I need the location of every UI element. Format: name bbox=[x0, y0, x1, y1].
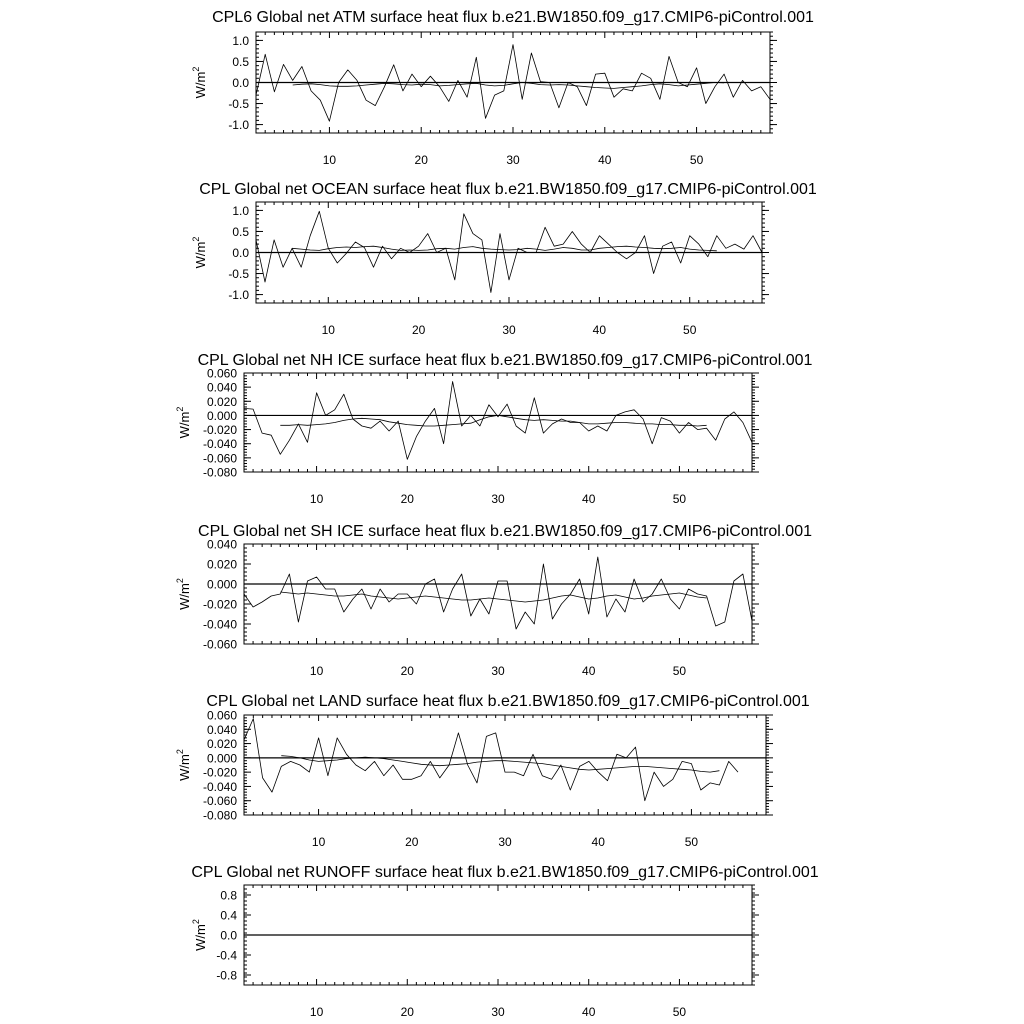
y-tick-label: 0.020 bbox=[206, 557, 237, 572]
y-tick-label: 0.5 bbox=[232, 54, 249, 69]
panel-1 bbox=[191, 9, 814, 167]
panel-title: CPL Global net OCEAN surface heat flux b.e21.BW1850.f09_g17.CMIP6-piControl.001 bbox=[199, 181, 817, 198]
x-tick-label: 10 bbox=[322, 153, 337, 167]
x-tick-label: 50 bbox=[672, 1005, 687, 1019]
x-tick-label: 20 bbox=[400, 492, 414, 506]
x-tick-label: 20 bbox=[400, 1005, 414, 1019]
y-axis-unit: W/m bbox=[193, 924, 208, 951]
x-tick-label: 10 bbox=[309, 492, 324, 506]
panel-title: CPL Global net SH ICE surface heat flux b.e21.BW1850.f09_g17.CMIP6-piControl.001 bbox=[198, 523, 812, 540]
y-axis-label bbox=[191, 67, 208, 99]
x-tick-label: 30 bbox=[491, 1005, 505, 1019]
y-tick-label: 0.4 bbox=[220, 908, 237, 923]
y-axis-unit-exponent: 2 bbox=[191, 919, 201, 925]
series-line-smoothed bbox=[292, 246, 717, 251]
series-line-annual bbox=[244, 382, 752, 460]
y-axis-unit: W/m bbox=[177, 583, 192, 610]
x-tick-label: 50 bbox=[672, 492, 687, 506]
x-tick-label: 20 bbox=[405, 835, 419, 849]
y-tick-label: -1.0 bbox=[228, 288, 249, 303]
x-tick-label: 40 bbox=[598, 153, 612, 167]
y-tick-label: 0.060 bbox=[206, 366, 237, 381]
y-tick-label: -0.5 bbox=[228, 97, 249, 112]
x-tick-label: 10 bbox=[311, 835, 326, 849]
x-tick-label: 10 bbox=[309, 664, 324, 678]
y-axis-unit: W/m bbox=[177, 411, 192, 439]
y-tick-label: -0.060 bbox=[202, 637, 237, 652]
y-axis-unit-exponent: 2 bbox=[175, 749, 185, 755]
y-axis-label bbox=[175, 578, 192, 610]
panel-6 bbox=[191, 864, 819, 1019]
y-tick-label: 0.0 bbox=[232, 246, 249, 260]
x-tick-label: 50 bbox=[672, 664, 687, 678]
plot-frame bbox=[244, 373, 752, 472]
series-line-smoothed bbox=[293, 83, 724, 89]
y-tick-label: -0.5 bbox=[228, 267, 249, 282]
y-tick-label: 0.020 bbox=[206, 394, 237, 409]
y-tick-label: 0.020 bbox=[206, 737, 237, 752]
y-tick-label: -0.020 bbox=[202, 765, 237, 780]
y-tick-label: 1.0 bbox=[232, 203, 249, 218]
y-axis-unit-exponent: 2 bbox=[175, 578, 185, 584]
y-tick-label: -1.0 bbox=[228, 118, 249, 133]
x-tick-label: 30 bbox=[491, 664, 505, 678]
y-axis-unit: W/m bbox=[193, 241, 208, 269]
y-tick-label: -0.8 bbox=[216, 968, 237, 983]
y-tick-label: 0.040 bbox=[206, 722, 237, 737]
plot-frame bbox=[244, 715, 766, 815]
y-axis-unit: W/m bbox=[193, 71, 208, 99]
y-tick-label: 0.000 bbox=[206, 577, 237, 592]
y-tick-label: 0.0 bbox=[220, 928, 237, 943]
series-line-annual bbox=[244, 719, 738, 801]
panel-2 bbox=[191, 181, 817, 337]
y-tick-label: 0.0 bbox=[232, 76, 249, 90]
x-tick-label: 40 bbox=[582, 492, 596, 506]
panel-4 bbox=[175, 523, 812, 678]
x-tick-label: 40 bbox=[582, 1005, 596, 1019]
y-tick-label: 0.8 bbox=[220, 888, 237, 903]
x-tick-label: 10 bbox=[309, 1005, 324, 1019]
panel-5 bbox=[175, 693, 810, 849]
x-tick-label: 10 bbox=[321, 323, 335, 337]
x-tick-label: 30 bbox=[502, 323, 516, 337]
x-tick-label: 40 bbox=[582, 664, 596, 678]
y-axis-label bbox=[191, 919, 208, 951]
panel-title: CPL Global net LAND surface heat flux b.e21.BW1850.f09_g17.CMIP6-piControl.001 bbox=[206, 693, 810, 710]
y-tick-label: 1.0 bbox=[232, 33, 249, 48]
y-axis-label bbox=[175, 407, 192, 439]
y-tick-label: -0.040 bbox=[202, 779, 237, 794]
y-tick-label: 0.060 bbox=[206, 708, 237, 723]
y-tick-label: -0.040 bbox=[202, 617, 237, 632]
y-tick-label: 0.000 bbox=[206, 408, 237, 423]
panel-title: CPL Global net RUNOFF surface heat flux b.e21.BW1850.f09_g17.CMIP6-piControl.001 bbox=[191, 864, 819, 881]
y-axis-unit-exponent: 2 bbox=[191, 236, 201, 242]
y-tick-label: -0.060 bbox=[202, 794, 237, 809]
y-tick-label: 0.040 bbox=[206, 537, 237, 552]
x-tick-label: 30 bbox=[506, 153, 520, 167]
y-tick-label: -0.020 bbox=[202, 597, 237, 612]
x-tick-label: 50 bbox=[683, 323, 697, 337]
series-line-smoothed bbox=[280, 415, 706, 426]
y-tick-label: -0.060 bbox=[202, 451, 237, 466]
y-axis-label bbox=[175, 749, 192, 781]
y-tick-label: -0.4 bbox=[216, 948, 237, 963]
panel-3 bbox=[175, 352, 813, 506]
y-axis-unit-exponent: 2 bbox=[191, 66, 201, 72]
y-tick-label: -0.040 bbox=[202, 437, 237, 452]
x-tick-label: 40 bbox=[591, 835, 605, 849]
x-tick-label: 20 bbox=[400, 664, 414, 678]
y-tick-label: 0.040 bbox=[206, 380, 237, 395]
y-axis-unit-exponent: 2 bbox=[175, 406, 185, 412]
x-tick-label: 30 bbox=[498, 835, 512, 849]
y-tick-label: -0.080 bbox=[202, 808, 237, 823]
x-tick-label: 40 bbox=[592, 323, 607, 337]
panel-title: CPL Global net NH ICE surface heat flux b.e21.BW1850.f09_g17.CMIP6-piControl.001 bbox=[197, 352, 813, 369]
x-tick-label: 50 bbox=[684, 835, 699, 849]
x-tick-label: 20 bbox=[411, 323, 426, 337]
y-tick-label: 0.5 bbox=[232, 224, 249, 239]
panel-title: CPL6 Global net ATM surface heat flux b.e21.BW1850.f09_g17.CMIP6-piControl.001 bbox=[212, 9, 814, 26]
y-axis-unit: W/m bbox=[177, 754, 192, 781]
x-tick-label: 20 bbox=[414, 153, 428, 167]
y-tick-label: -0.020 bbox=[202, 423, 237, 438]
y-tick-label: 0.000 bbox=[206, 751, 237, 766]
x-tick-label: 50 bbox=[689, 153, 704, 167]
x-tick-label: 30 bbox=[491, 492, 505, 506]
y-axis-label bbox=[191, 237, 208, 269]
y-tick-label: -0.080 bbox=[202, 465, 237, 480]
